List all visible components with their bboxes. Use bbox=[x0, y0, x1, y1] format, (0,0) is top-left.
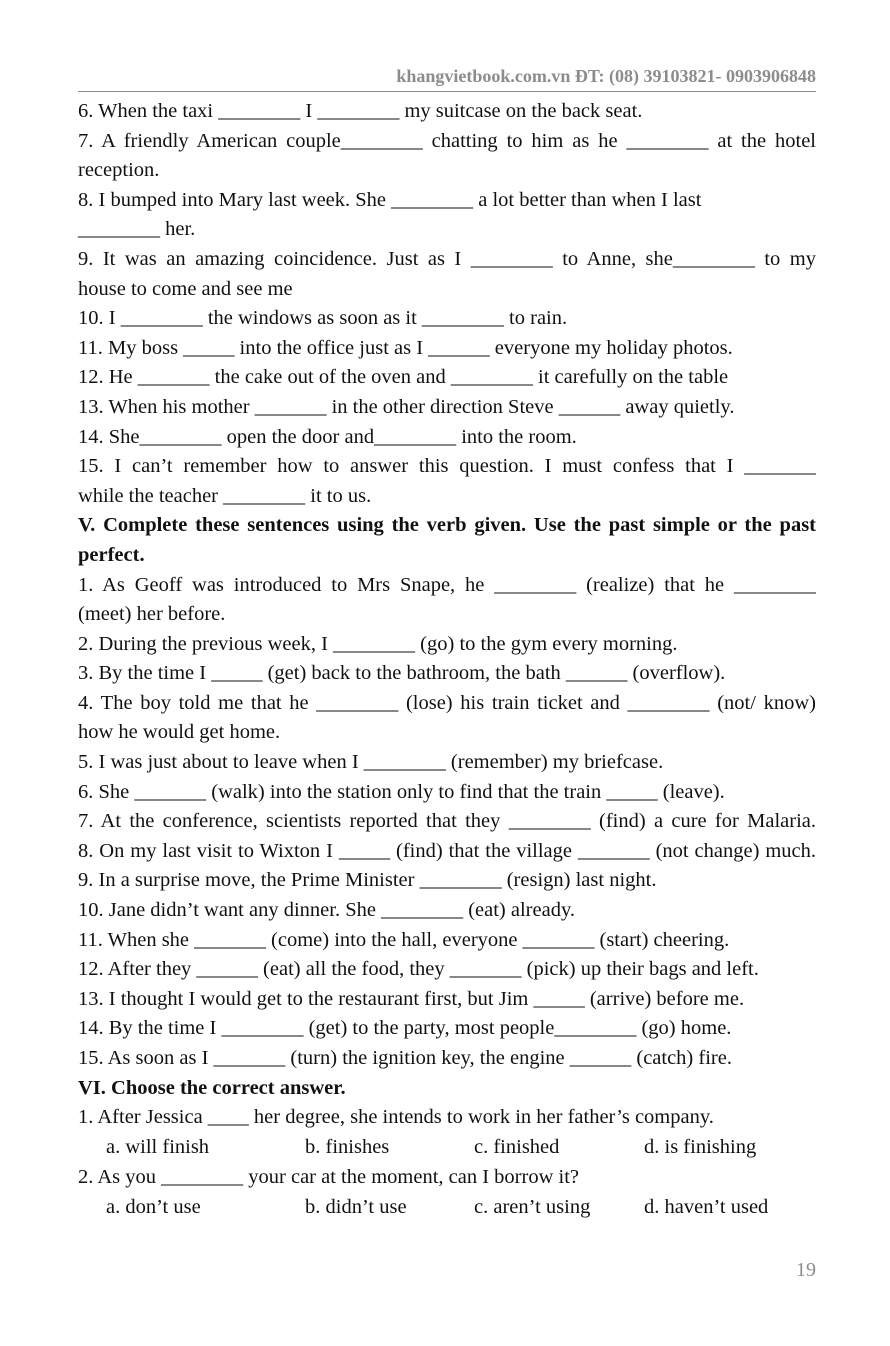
sentence-v-1: 1. As Geoff was introduced to Mrs Snape, he ________ (realize) that he ________ bbox=[78, 573, 816, 596]
sentence-v-15: 15. As soon as I _______ (turn) the ignition key, the engine ______ (catch) fire. bbox=[78, 1047, 732, 1069]
option-c: c. finished bbox=[474, 1135, 560, 1158]
section-v-heading-cont: perfect. bbox=[78, 543, 145, 566]
option-c: c. aren’t using bbox=[474, 1195, 591, 1218]
question-vi-2: 2. As you ________ your car at the moment, can I borrow it? bbox=[78, 1165, 579, 1188]
sentence-v-2: 2. During the previous week, I ________ (go) to the gym every morning. bbox=[78, 632, 678, 655]
option-d: d. haven’t used bbox=[644, 1195, 769, 1218]
sentence-iv-10: 10. I ________ the windows as soon as it ________ to rain. bbox=[78, 307, 568, 330]
sentence-iv-8: 8. I bumped into Mary last week. She ________ a lot better than when I last bbox=[78, 188, 702, 211]
sentence-v-6: 6. She _______ (walk) into the station only to find that the train _____ (leave). bbox=[78, 780, 725, 803]
sentence-iv-7: 7. A friendly American couple________ chatting to him as he ________ at the hotel bbox=[78, 129, 816, 152]
sentence-iv-15-cont: while the teacher ________ it to us. bbox=[78, 484, 372, 507]
sentence-iv-11: 11. My boss _____ into the office just as I ______ everyone my holiday photos. bbox=[78, 336, 733, 359]
sentence-v-3: 3. By the time I _____ (get) back to the bathroom, the bath ______ (overflow). bbox=[78, 662, 726, 685]
section-vi-heading: VI. Choose the correct answer. bbox=[78, 1076, 346, 1099]
section-v-heading: V. Complete these sentences using the verb given. Use the past simple or the past bbox=[78, 514, 816, 537]
sentence-iv-15: 15. I can’t remember how to answer this question. I must confess that I _______ bbox=[78, 455, 816, 478]
sentence-v-14: 14. By the time I ________ (get) to the party, most people________ (go) home. bbox=[78, 1017, 732, 1040]
sentence-v-8: 8. On my last visit to Wixton I _____ (find) that the village _______ (not change) much. bbox=[78, 839, 816, 862]
option-b: b. didn’t use bbox=[305, 1195, 407, 1218]
option-b: b. finishes bbox=[305, 1135, 390, 1158]
sentence-iv-13: 13. When his mother _______ in the other direction Steve ______ away quietly. bbox=[78, 395, 735, 418]
sentence-v-13: 13. I thought I would get to the restaurant first, but Jim _____ (arrive) before me. bbox=[78, 987, 745, 1010]
sentence-iv-6: 6. When the taxi ________ I ________ my suitcase on the back seat. bbox=[78, 100, 643, 122]
exercise-content bbox=[78, 97, 816, 1223]
sentence-v-7: 7. At the conference, scientists reported that they ________ (find) a cure for Malaria. bbox=[78, 810, 816, 833]
sentence-iv-9: 9. It was an amazing coincidence. Just as I ________ to Anne, she________ to my bbox=[78, 247, 816, 270]
sentence-v-1-cont: (meet) her before. bbox=[78, 603, 226, 626]
sentence-iv-9-cont: house to come and see me bbox=[78, 277, 293, 300]
question-vi-1-options bbox=[78, 1133, 816, 1163]
sentence-v-11: 11. When she _______ (come) into the hall, everyone _______ (start) cheering. bbox=[78, 928, 730, 951]
sentence-v-4: 4. The boy told me that he ________ (lose) his train ticket and ________ (not/ know) bbox=[78, 691, 816, 714]
sentence-iv-12: 12. He _______ the cake out of the oven and ________ it carefully on the table bbox=[78, 366, 729, 389]
question-vi-1: 1. After Jessica ____ her degree, she intends to work in her father’s company. bbox=[78, 1106, 714, 1129]
option-a: a. will finish bbox=[106, 1135, 210, 1158]
page-number: 19 bbox=[796, 1259, 816, 1281]
sentence-v-12: 12. After they ______ (eat) all the food, they _______ (pick) up their bags and left. bbox=[78, 958, 759, 981]
sentence-iv-7-cont: reception. bbox=[78, 159, 160, 182]
option-d: d. is finishing bbox=[644, 1135, 757, 1158]
sentence-v-4-cont: how he would get home. bbox=[78, 721, 281, 744]
sentence-v-5: 5. I was just about to leave when I ________ (remember) my briefcase. bbox=[78, 751, 664, 774]
sentence-v-9: 9. In a surprise move, the Prime Minister ________ (resign) last night. bbox=[78, 869, 657, 892]
option-a: a. don’t use bbox=[106, 1195, 201, 1218]
sentence-v-10: 10. Jane didn’t want any dinner. She ________ (eat) already. bbox=[78, 899, 575, 922]
header-divider bbox=[78, 91, 816, 92]
sentence-iv-14: 14. She________ open the door and________ into the room. bbox=[78, 425, 577, 448]
page-header: khangvietbook.com.vn ĐT: (08) 39103821- 0903906848 bbox=[396, 66, 816, 86]
question-vi-2-options bbox=[78, 1193, 816, 1223]
sentence-iv-8-cont: ________ her. bbox=[78, 218, 196, 241]
